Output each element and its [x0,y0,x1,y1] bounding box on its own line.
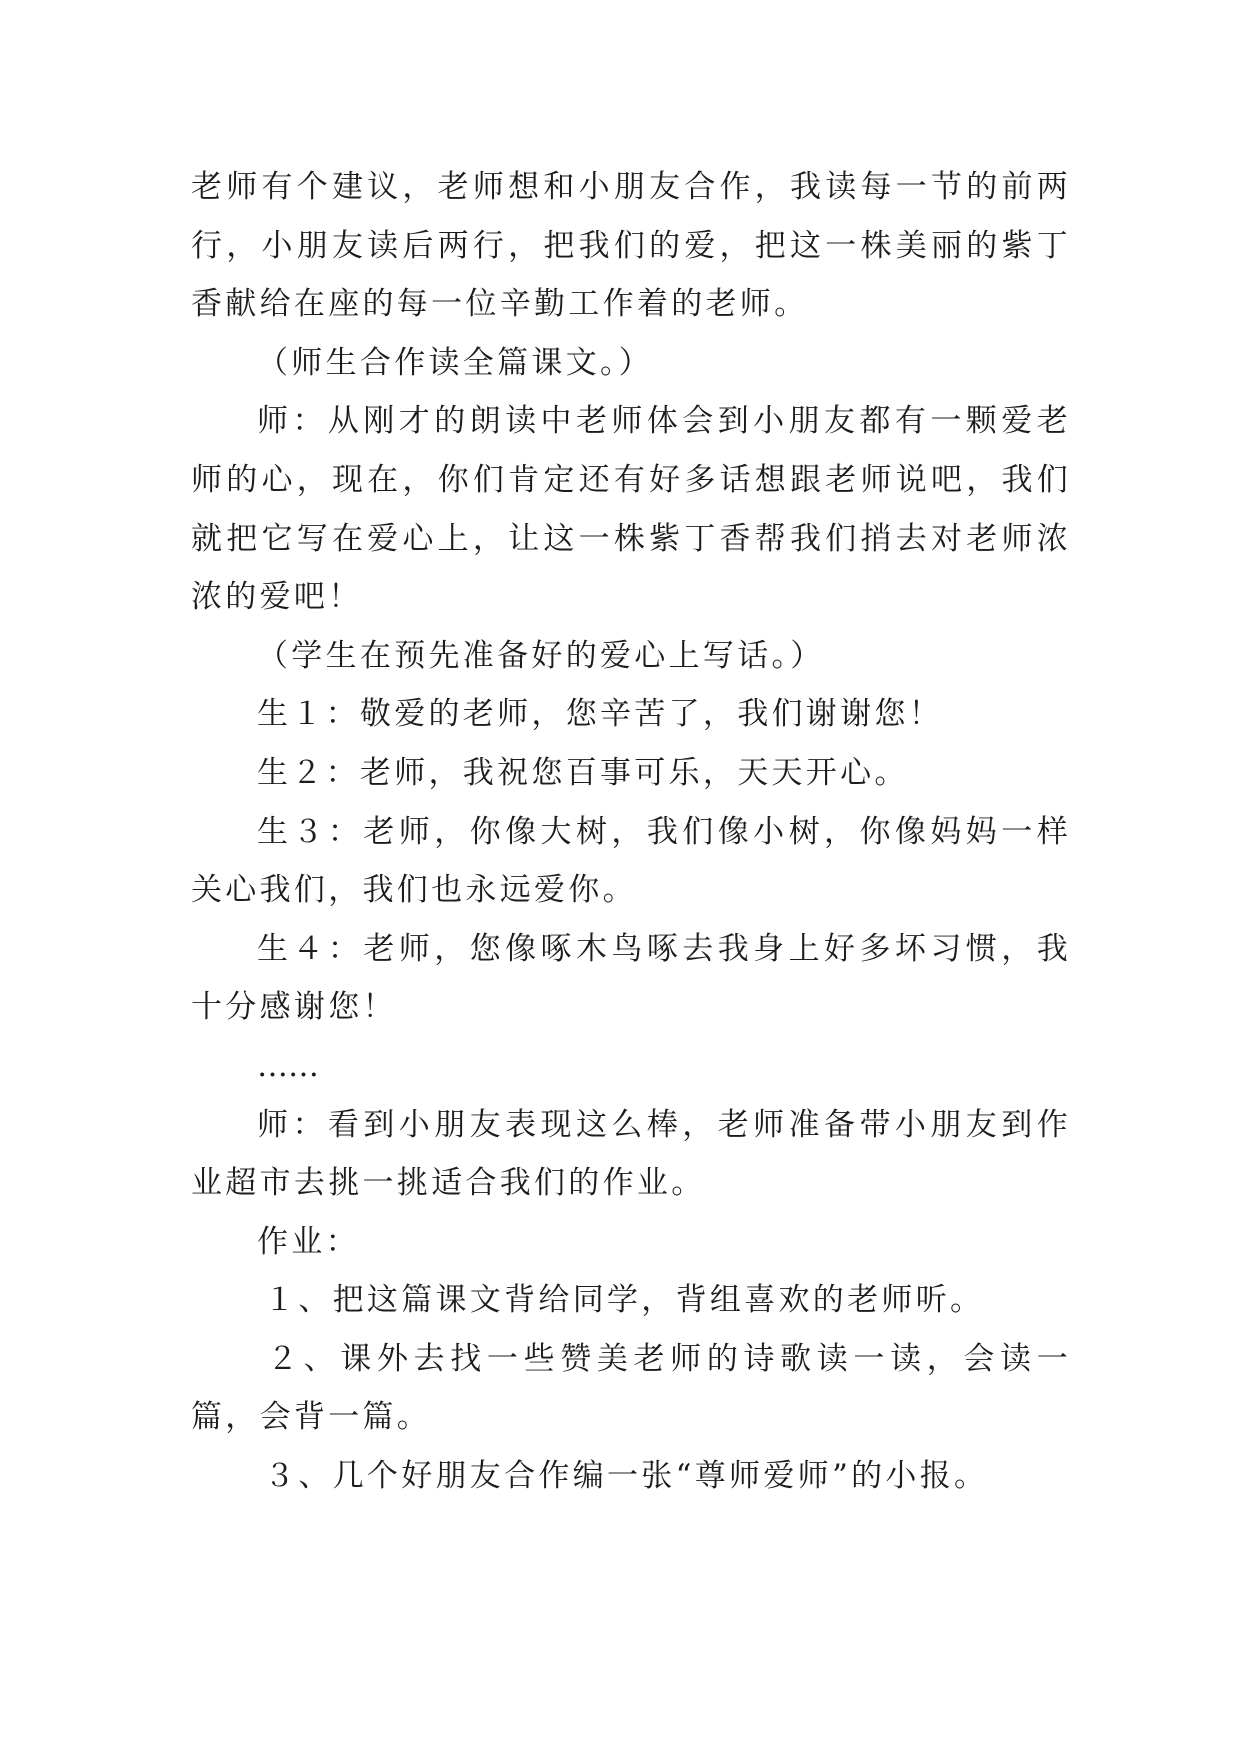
paragraph-teacher-speech: 师：从刚才的朗读中老师体会到小朋友都有一颗爱老师的心，现在，你们肯定还有好多话想跟老师说吧，我们就把它写在爱心上，让这一株紫丁香帮我们捎去对老师浓浓的爱吧！ [191,403,1071,616]
paragraph-student-1: 生１：敬爱的老师，您辛苦了，我们谢谢您！ [257,696,943,733]
paragraph-student-4: 生４：老师，您像啄木鸟啄去我身上好多坏习惯，我十分感谢您！ [191,930,1071,1026]
paragraph-homework-item-3: ３、几个好朋友合作编一张“尊师爱师”的小报。 [264,1458,989,1495]
paragraph-student-2: 生２：老师，我祝您百事可乐，天天开心。 [257,754,909,791]
paragraph-student-3: 生３：老师，你像大树，我们像小树，你像妈妈一样关心我们，我们也永远爱你。 [191,813,1071,909]
paragraph-homework-item-1: １、把这篇课文背给同学，背组喜欢的老师听。 [264,1282,985,1319]
document-body [191,158,1071,1506]
paragraph-stage-direction-writing: （学生在预先准备好的爱心上写话。） [257,637,825,674]
paragraph-stage-direction-reading: （师生合作读全篇课文。） [257,344,654,381]
paragraph-suggestion: 老师有个建议，老师想和小朋友合作，我读每一节的前两行，小朋友读后两行，把我们的爱，把这一株美丽的紫丁香献给在座的每一位辛勤工作着的老师。 [191,169,1071,323]
paragraph-homework-item-2: ２、课外去找一些赞美老师的诗歌读一读，会读一篇，会背一篇。 [191,1340,1071,1436]
paragraph-ellipsis: …… [257,1047,319,1084]
paragraph-homework-heading: 作业： [257,1223,360,1260]
paragraph-teacher-homework-intro: 师：看到小朋友表现这么棒，老师准备带小朋友到作业超市去挑一挑适合我们的作业。 [191,1106,1071,1202]
